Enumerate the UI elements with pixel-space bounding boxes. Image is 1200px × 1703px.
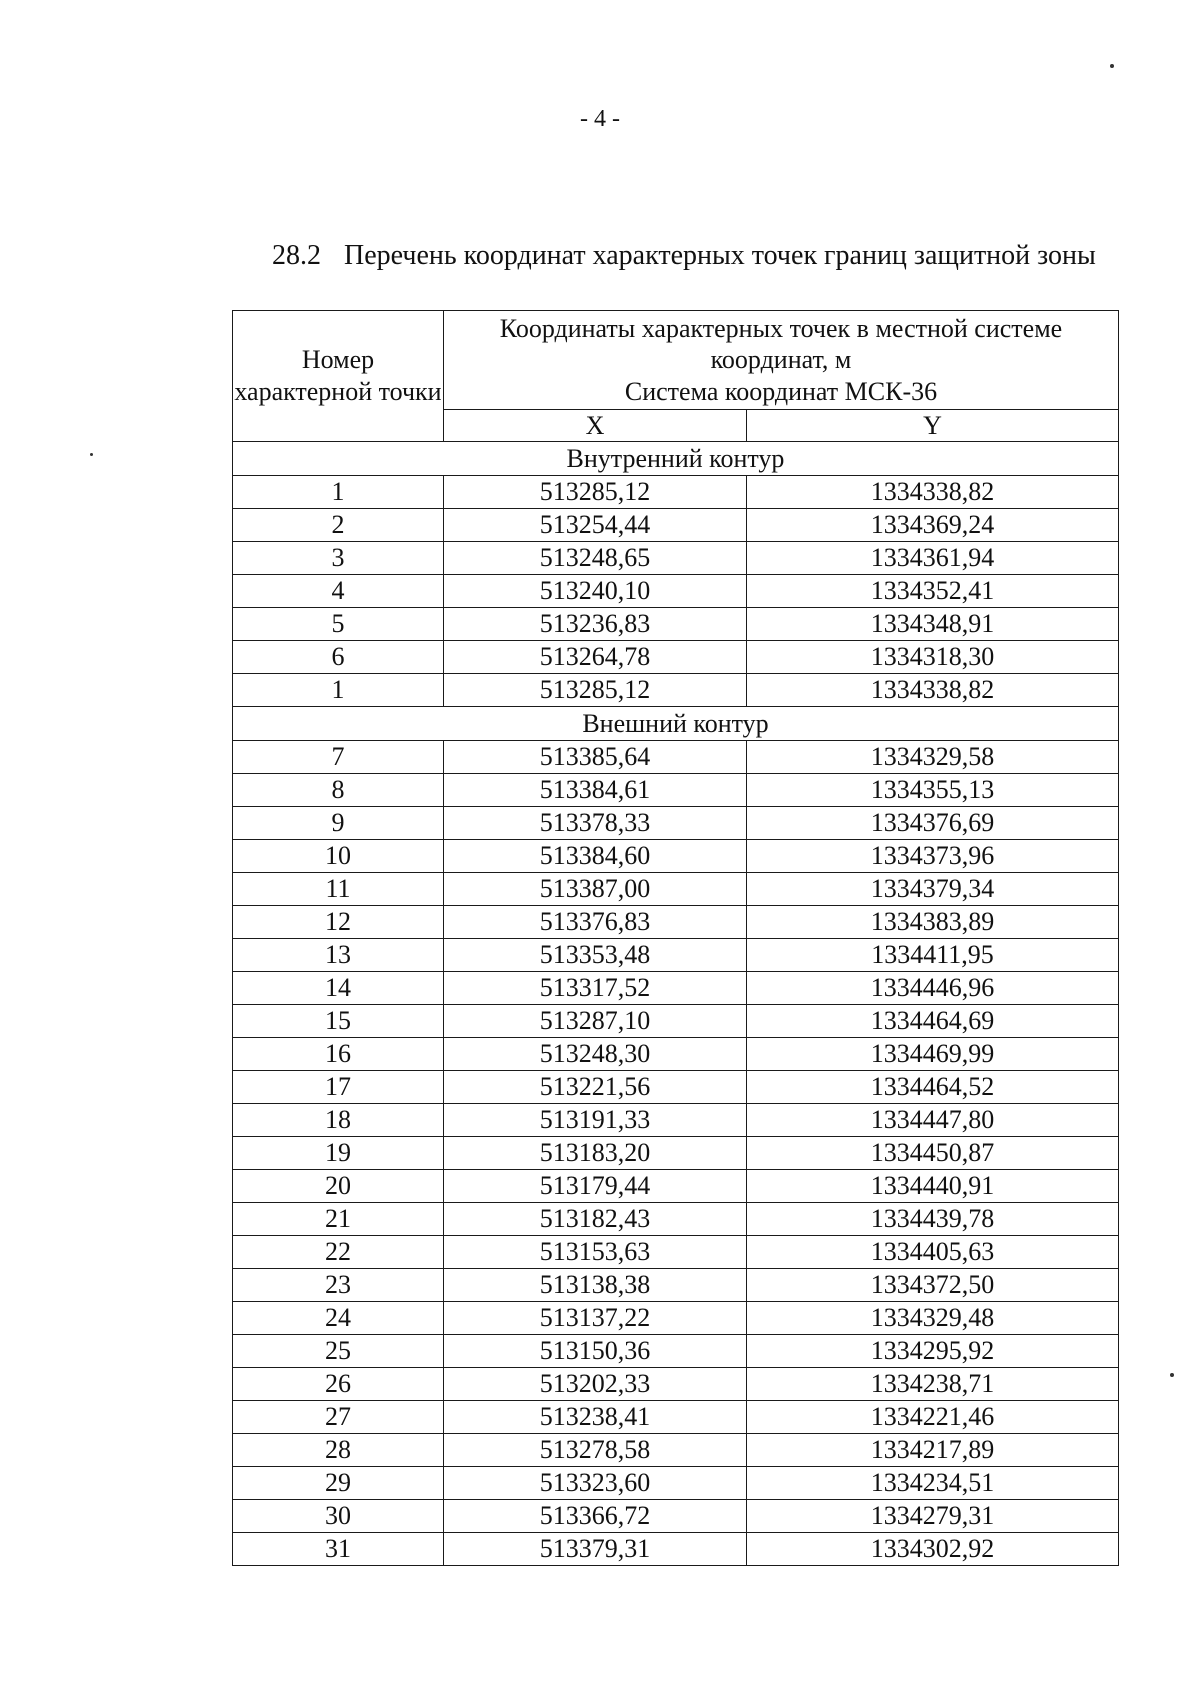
x-coordinate-cell: 513183,20 (444, 1137, 747, 1170)
table-row (233, 906, 1119, 939)
table-row (233, 1401, 1119, 1434)
table-row (233, 1137, 1119, 1170)
scan-speck (1110, 64, 1114, 68)
y-coordinate-cell: 1334379,34 (747, 873, 1119, 906)
y-coordinate-cell: 1334446,96 (747, 972, 1119, 1005)
table-row (233, 840, 1119, 873)
point-number-cell: 15 (233, 1005, 444, 1038)
point-number-cell: 26 (233, 1368, 444, 1401)
x-coordinate-cell: 513191,33 (444, 1104, 747, 1137)
coordinates-table (232, 310, 1119, 1566)
table-row (233, 575, 1119, 608)
point-number-cell: 28 (233, 1434, 444, 1467)
y-coordinate-cell: 1334295,92 (747, 1335, 1119, 1368)
x-coordinate-cell: 513278,58 (444, 1434, 747, 1467)
y-coordinate-cell: 1334234,51 (747, 1467, 1119, 1500)
point-number-cell: 21 (233, 1203, 444, 1236)
table-row (233, 476, 1119, 509)
header-coords-line-1: Координаты характерных точек в местной системе (499, 314, 1063, 344)
x-coordinate-cell: 513248,30 (444, 1038, 747, 1071)
point-number-cell: 1 (233, 476, 444, 509)
y-coordinate-cell: 1334329,58 (747, 741, 1119, 774)
point-number-cell: 25 (233, 1335, 444, 1368)
table-row (233, 1236, 1119, 1269)
y-coordinate-cell: 1334373,96 (747, 840, 1119, 873)
x-coordinate-cell: 513323,60 (444, 1467, 747, 1500)
point-number-cell: 18 (233, 1104, 444, 1137)
table-row (233, 1368, 1119, 1401)
y-coordinate-cell: 1334329,48 (747, 1302, 1119, 1335)
page-number: - 4 - (580, 106, 620, 132)
y-coordinate-cell: 1334338,82 (747, 476, 1119, 509)
x-coordinate-cell: 513285,12 (444, 476, 747, 509)
x-coordinate-cell: 513221,56 (444, 1071, 747, 1104)
y-coordinate-cell: 1334279,31 (747, 1500, 1119, 1533)
section-title-cell: Внутренний контур (233, 442, 1119, 476)
y-coordinate-cell: 1334372,50 (747, 1269, 1119, 1302)
scan-speck (90, 453, 93, 456)
table-row (233, 1170, 1119, 1203)
header-x: X (444, 410, 747, 442)
x-coordinate-cell: 513254,44 (444, 509, 747, 542)
table-row (233, 1005, 1119, 1038)
y-coordinate-cell: 1334352,41 (747, 575, 1119, 608)
y-coordinate-cell: 1334361,94 (747, 542, 1119, 575)
y-coordinate-cell: 1334447,80 (747, 1104, 1119, 1137)
table-row (233, 1335, 1119, 1368)
point-number-cell: 13 (233, 939, 444, 972)
x-coordinate-cell: 513153,63 (444, 1236, 747, 1269)
header-y: Y (747, 410, 1119, 442)
x-coordinate-cell: 513182,43 (444, 1203, 747, 1236)
y-coordinate-cell: 1334217,89 (747, 1434, 1119, 1467)
point-number-cell: 27 (233, 1401, 444, 1434)
section-title-cell: Внешний контур (233, 707, 1119, 741)
point-number-cell: 19 (233, 1137, 444, 1170)
y-coordinate-cell: 1334369,24 (747, 509, 1119, 542)
header-point-number: Номер характерной точки (233, 311, 444, 442)
table-row (233, 807, 1119, 840)
table-row (233, 509, 1119, 542)
point-number-cell: 6 (233, 641, 444, 674)
section-title: Перечень координат характерных точек границ защитной зоны (344, 240, 1096, 271)
table-row (233, 1533, 1119, 1566)
table-row (233, 542, 1119, 575)
table-row (233, 1269, 1119, 1302)
y-coordinate-cell: 1334338,82 (747, 674, 1119, 707)
point-number-cell: 2 (233, 509, 444, 542)
y-coordinate-cell: 1334411,95 (747, 939, 1119, 972)
section-row (233, 442, 1119, 476)
y-coordinate-cell: 1334238,71 (747, 1368, 1119, 1401)
table-row (233, 1500, 1119, 1533)
x-coordinate-cell: 513238,41 (444, 1401, 747, 1434)
table-row (233, 1434, 1119, 1467)
point-number-cell: 17 (233, 1071, 444, 1104)
table-row (233, 741, 1119, 774)
point-number-cell: 29 (233, 1467, 444, 1500)
point-number-cell: 7 (233, 741, 444, 774)
x-coordinate-cell: 513137,22 (444, 1302, 747, 1335)
table-row (233, 939, 1119, 972)
x-coordinate-cell: 513264,78 (444, 641, 747, 674)
point-number-cell: 8 (233, 774, 444, 807)
x-coordinate-cell: 513385,64 (444, 741, 747, 774)
table-row (233, 674, 1119, 707)
header-coordinates (444, 311, 1119, 410)
x-coordinate-cell: 513387,00 (444, 873, 747, 906)
point-number-cell: 11 (233, 873, 444, 906)
x-coordinate-cell: 513236,83 (444, 608, 747, 641)
table-row (233, 1302, 1119, 1335)
x-coordinate-cell: 513285,12 (444, 674, 747, 707)
section-heading (272, 240, 1096, 272)
y-coordinate-cell: 1334383,89 (747, 906, 1119, 939)
x-coordinate-cell: 513287,10 (444, 1005, 747, 1038)
y-coordinate-cell: 1334469,99 (747, 1038, 1119, 1071)
x-coordinate-cell: 513366,72 (444, 1500, 747, 1533)
x-coordinate-cell: 513378,33 (444, 807, 747, 840)
point-number-cell: 31 (233, 1533, 444, 1566)
x-coordinate-cell: 513353,48 (444, 939, 747, 972)
x-coordinate-cell: 513317,52 (444, 972, 747, 1005)
table-row (233, 608, 1119, 641)
x-coordinate-cell: 513202,33 (444, 1368, 747, 1401)
x-coordinate-cell: 513384,60 (444, 840, 747, 873)
table-body (233, 442, 1119, 1566)
table-row (233, 1467, 1119, 1500)
table-row (233, 873, 1119, 906)
header-coords-line-3: Система координат МСК-36 (624, 376, 938, 406)
header-coords-line-2: координат, м (710, 345, 852, 375)
y-coordinate-cell: 1334450,87 (747, 1137, 1119, 1170)
x-coordinate-cell: 513179,44 (444, 1170, 747, 1203)
point-number-cell: 24 (233, 1302, 444, 1335)
point-number-cell: 16 (233, 1038, 444, 1071)
table-row (233, 641, 1119, 674)
table-row (233, 1104, 1119, 1137)
section-number: 28.2 (272, 240, 321, 271)
y-coordinate-cell: 1334376,69 (747, 807, 1119, 840)
x-coordinate-cell: 513379,31 (444, 1533, 747, 1566)
x-coordinate-cell: 513138,38 (444, 1269, 747, 1302)
x-coordinate-cell: 513150,36 (444, 1335, 747, 1368)
point-number-cell: 4 (233, 575, 444, 608)
table-row (233, 774, 1119, 807)
table-row (233, 1071, 1119, 1104)
table-row (233, 1038, 1119, 1071)
point-number-cell: 9 (233, 807, 444, 840)
point-number-cell: 23 (233, 1269, 444, 1302)
y-coordinate-cell: 1334440,91 (747, 1170, 1119, 1203)
x-coordinate-cell: 513384,61 (444, 774, 747, 807)
point-number-cell: 1 (233, 674, 444, 707)
y-coordinate-cell: 1334439,78 (747, 1203, 1119, 1236)
y-coordinate-cell: 1334355,13 (747, 774, 1119, 807)
table-row (233, 1203, 1119, 1236)
point-number-cell: 14 (233, 972, 444, 1005)
y-coordinate-cell: 1334348,91 (747, 608, 1119, 641)
y-coordinate-cell: 1334405,63 (747, 1236, 1119, 1269)
y-coordinate-cell: 1334464,69 (747, 1005, 1119, 1038)
x-coordinate-cell: 513248,65 (444, 542, 747, 575)
y-coordinate-cell: 1334221,46 (747, 1401, 1119, 1434)
point-number-cell: 3 (233, 542, 444, 575)
point-number-cell: 5 (233, 608, 444, 641)
point-number-cell: 12 (233, 906, 444, 939)
x-coordinate-cell: 513376,83 (444, 906, 747, 939)
table-row (233, 972, 1119, 1005)
y-coordinate-cell: 1334302,92 (747, 1533, 1119, 1566)
y-coordinate-cell: 1334318,30 (747, 641, 1119, 674)
point-number-cell: 22 (233, 1236, 444, 1269)
scan-speck (1170, 1373, 1174, 1377)
point-number-cell: 20 (233, 1170, 444, 1203)
y-coordinate-cell: 1334464,52 (747, 1071, 1119, 1104)
point-number-cell: 30 (233, 1500, 444, 1533)
point-number-cell: 10 (233, 840, 444, 873)
x-coordinate-cell: 513240,10 (444, 575, 747, 608)
section-row (233, 707, 1119, 741)
